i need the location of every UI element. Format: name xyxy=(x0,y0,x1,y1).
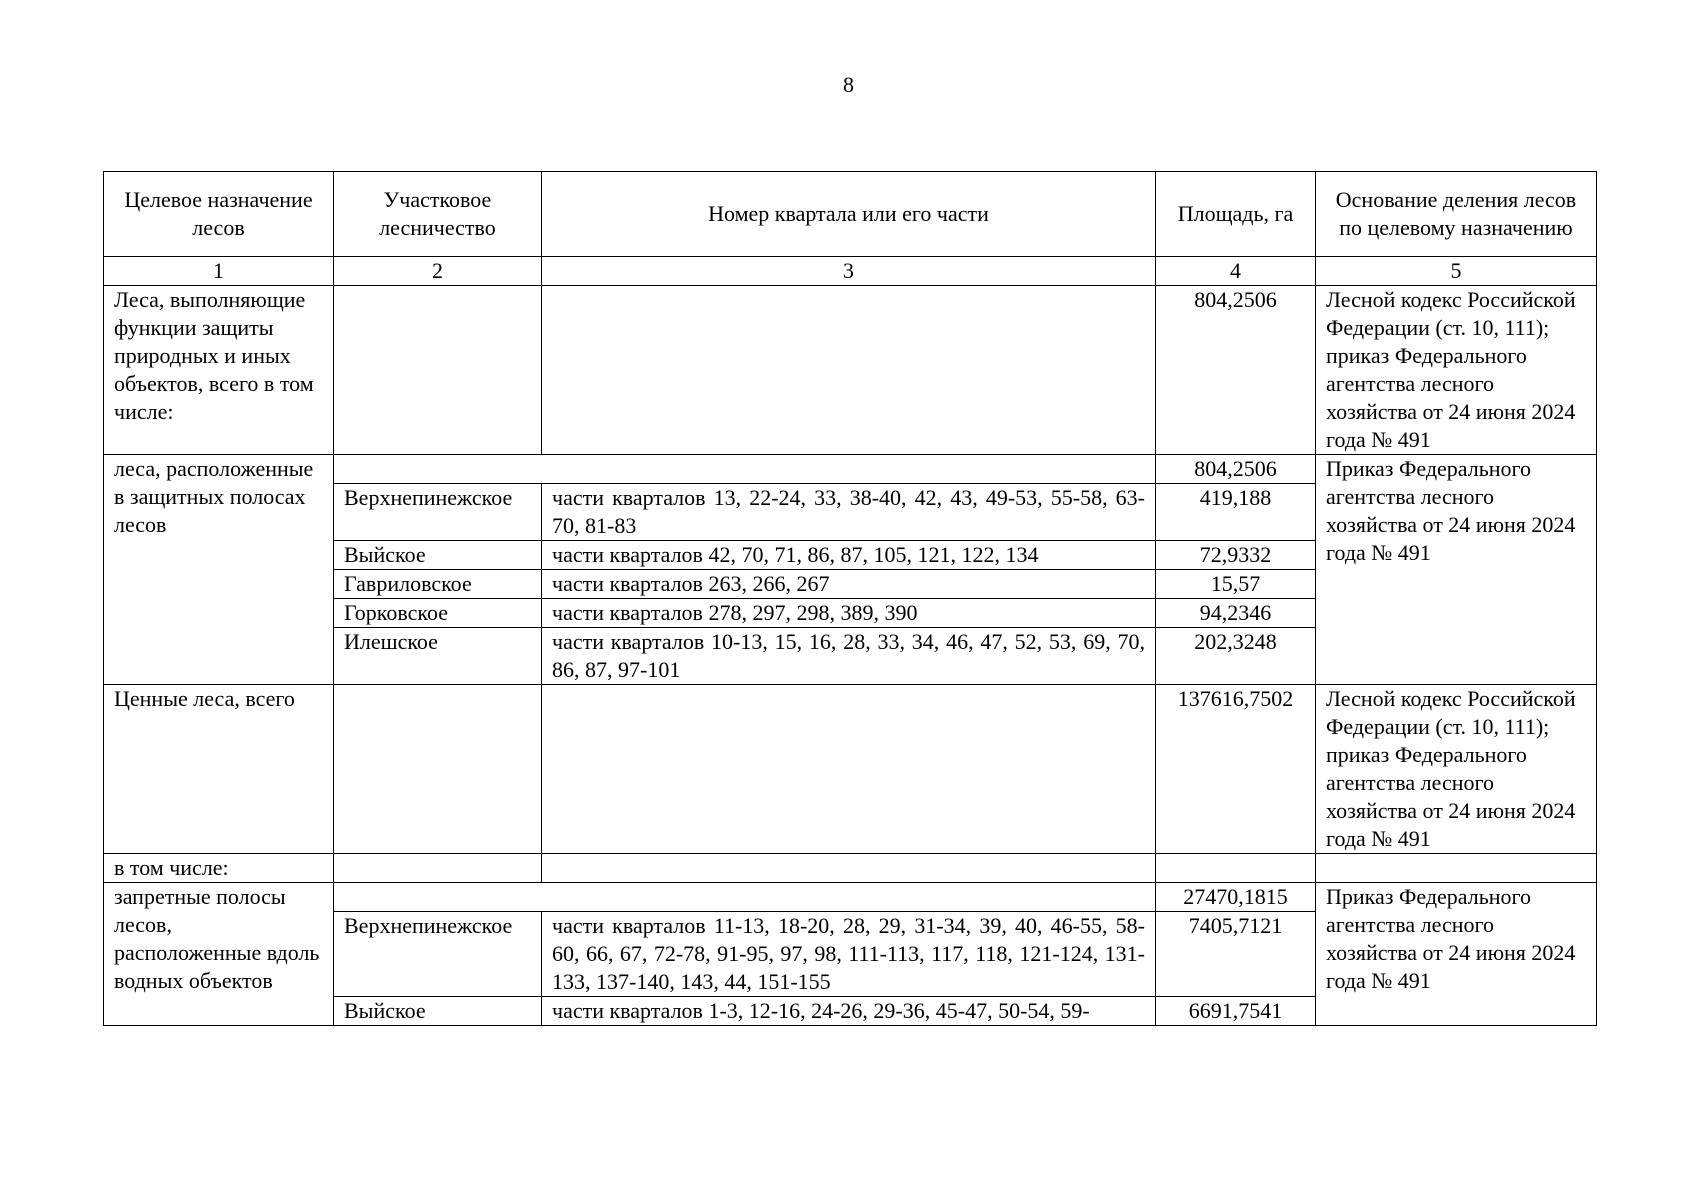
area-total-cell: 804,2506 xyxy=(1156,286,1316,455)
basis-cell: Лесной кодекс Российской Федерации (ст. 10, 111); приказ Федерального агентства лесного хозяйства от 24 июня 2024 года № 491 xyxy=(1316,685,1597,854)
district-cell: Верхнепинежское xyxy=(334,484,542,541)
district-cell: Выйское xyxy=(334,997,542,1026)
quarters-cell: части кварталов 13, 22-24, 33, 38-40, 42, 43, 49-53, 55-58, 63-70, 81-83 xyxy=(542,484,1156,541)
purpose-cell: Леса, выполняющие функции защиты природных и иных объектов, всего в том числе: xyxy=(104,286,334,455)
table-row xyxy=(104,286,1597,455)
basis-cell: Лесной кодекс Российской Федерации (ст. 10, 111); приказ Федерального агентства лесного хозяйства от 24 июня 2024 года № 491 xyxy=(1316,286,1597,455)
district-cell: Выйское xyxy=(334,541,542,570)
quarters-cell xyxy=(542,854,1156,883)
quarters-cell: части кварталов 278, 297, 298, 389, 390 xyxy=(542,599,1156,628)
header-basis: Основание деления лесов по целевому назначению xyxy=(1316,172,1597,257)
column-number: 2 xyxy=(334,257,542,286)
basis-cell: Приказ Федерального агентства лесного хозяйства от 24 июня 2024 года № 491 xyxy=(1316,455,1597,685)
quarters-cell: части кварталов 1-3, 12-16, 24-26, 29-36, 45-47, 50-54, 59- xyxy=(542,997,1156,1026)
area-cell: 15,57 xyxy=(1156,570,1316,599)
column-number: 5 xyxy=(1316,257,1597,286)
column-number: 3 xyxy=(542,257,1156,286)
empty-cell xyxy=(334,883,1156,912)
area-cell: 6691,7541 xyxy=(1156,997,1316,1026)
header-purpose: Целевое назначение лесов xyxy=(104,172,334,257)
district-cell: Гавриловское xyxy=(334,570,542,599)
column-number-row xyxy=(104,257,1597,286)
area-cell xyxy=(1156,854,1316,883)
column-number: 1 xyxy=(104,257,334,286)
area-total-cell: 137616,7502 xyxy=(1156,685,1316,854)
area-cell: 72,9332 xyxy=(1156,541,1316,570)
column-number: 4 xyxy=(1156,257,1316,286)
purpose-cell: леса, расположенные в защитных полосах лесов xyxy=(104,455,334,685)
district-cell xyxy=(334,685,542,854)
area-cell: 7405,7121 xyxy=(1156,912,1316,997)
area-total-cell: 27470,1815 xyxy=(1156,883,1316,912)
purpose-cell: в том числе: xyxy=(104,854,334,883)
district-cell: Горковское xyxy=(334,599,542,628)
table-row xyxy=(104,854,1597,883)
table-row xyxy=(104,455,1597,484)
area-cell: 202,3248 xyxy=(1156,628,1316,685)
table-row xyxy=(104,883,1597,912)
district-cell: Илешское xyxy=(334,628,542,685)
quarters-cell xyxy=(542,286,1156,455)
table-row xyxy=(104,685,1597,854)
area-total-cell: 804,2506 xyxy=(1156,455,1316,484)
basis-cell: Приказ Федерального агентства лесного хозяйства от 24 июня 2024 года № 491 xyxy=(1316,883,1597,1026)
empty-cell xyxy=(334,455,1156,484)
quarters-cell: части кварталов 42, 70, 71, 86, 87, 105, 121, 122, 134 xyxy=(542,541,1156,570)
district-cell xyxy=(334,286,542,455)
basis-cell xyxy=(1316,854,1597,883)
header-quarters: Номер квартала или его части xyxy=(542,172,1156,257)
quarters-cell: части кварталов 11-13, 18-20, 28, 29, 31-34, 39, 40, 46-55, 58-60, 66, 67, 72-78, 91-95, 97, 98, 111-113, 117, 118, 121-124, 131-133, 137-140, 143, 44, 151-155 xyxy=(542,912,1156,997)
forest-purpose-table xyxy=(103,171,1597,1026)
purpose-cell: запретные полосы лесов, расположенные вдоль водных объектов xyxy=(104,883,334,1026)
header-area: Площадь, га xyxy=(1156,172,1316,257)
district-cell xyxy=(334,854,542,883)
quarters-cell: части кварталов 263, 266, 267 xyxy=(542,570,1156,599)
page-number: 8 xyxy=(843,72,854,97)
quarters-cell: части кварталов 10-13, 15, 16, 28, 33, 34, 46, 47, 52, 53, 69, 70, 86, 87, 97-101 xyxy=(542,628,1156,685)
area-cell: 419,188 xyxy=(1156,484,1316,541)
district-cell: Верхнепинежское xyxy=(334,912,542,997)
area-cell: 94,2346 xyxy=(1156,599,1316,628)
purpose-cell: Ценные леса, всего xyxy=(104,685,334,854)
header-row xyxy=(104,172,1597,257)
quarters-cell xyxy=(542,685,1156,854)
header-district: Участковое лесничество xyxy=(334,172,542,257)
